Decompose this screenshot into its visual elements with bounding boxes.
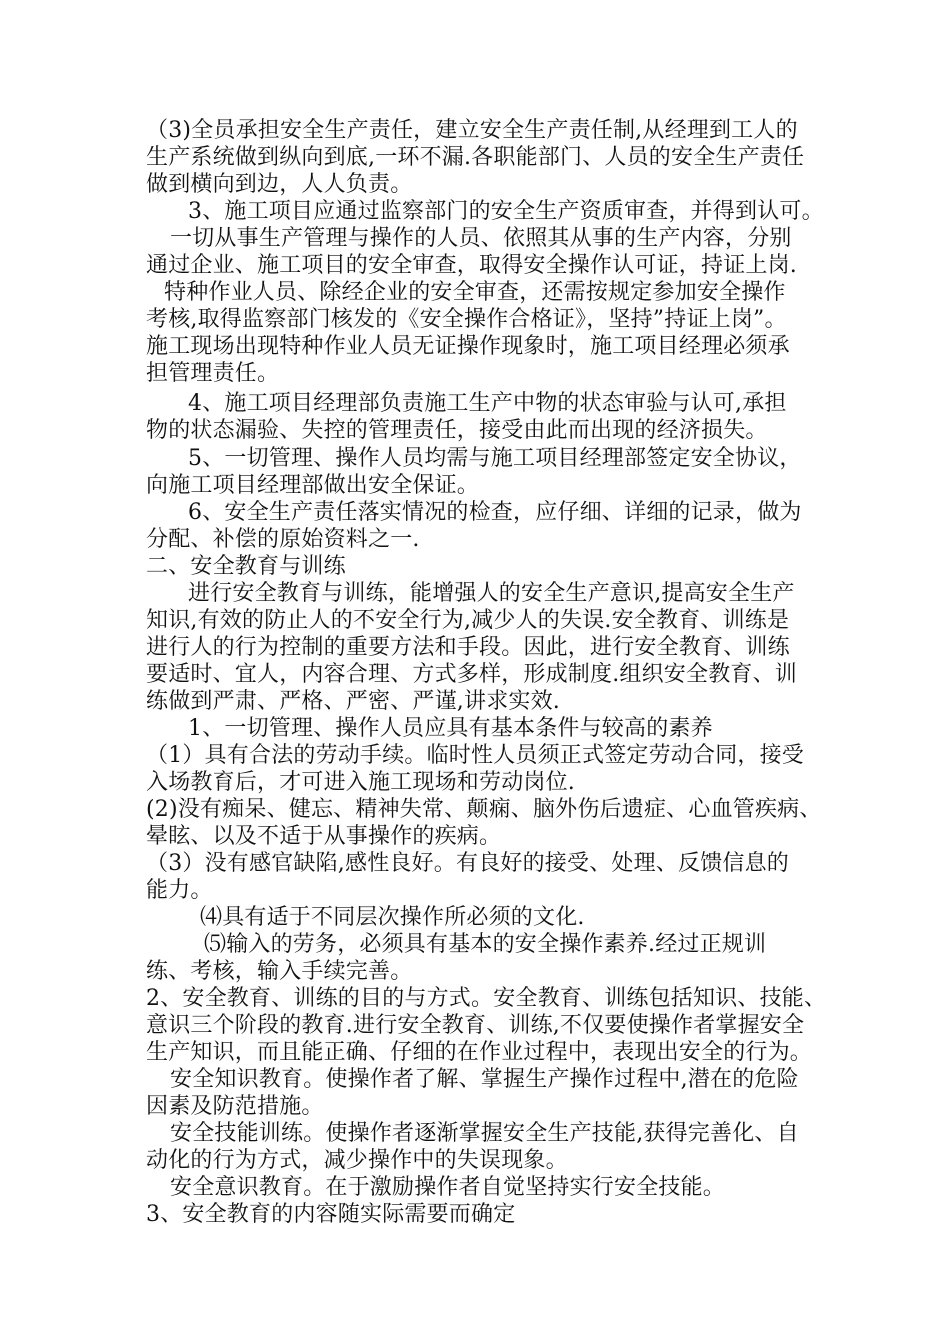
text-line: 物的状态漏验、失控的管理责任，接受由此而出现的经济损失。: [146, 418, 768, 443]
text-line: 生产知识，而且能正确、仔细的在作业过程中，表现出安全的行为。: [146, 1040, 813, 1065]
text-line: 5、一切管理、操作人员均需与施工项目经理部签定安全协议，: [188, 446, 802, 471]
text-line: 4、施工项目经理部负责施工生产中物的状态审验与认可,承担: [188, 391, 787, 416]
text-line: 能力。: [146, 878, 213, 903]
text-line: 担管理责任。: [146, 361, 280, 386]
text-line: ⑸输入的劳务，必须具有基本的安全操作素养.经过正规训: [204, 932, 767, 957]
text-line: 考核,取得监察部门核发的《安全操作合格证》，坚持”持证上岗”。: [146, 307, 787, 332]
text-line: （3）没有感官缺陷,感性良好。有良好的接受、处理、反馈信息的: [146, 851, 789, 876]
text-line: 安全意识教育。在于激励操作者自觉坚持实行安全技能。: [170, 1175, 726, 1200]
text-line: 向施工项目经理部做出安全保证。: [146, 473, 480, 498]
text-line: 练做到严肃、严格、严密、严谨,讲求实效.: [146, 689, 560, 714]
text-line: 入场教育后，才可进入施工现场和劳动岗位.: [146, 770, 575, 795]
text-line: 施工现场出现特种作业人员无证操作现象时，施工项目经理必须承: [146, 334, 790, 359]
text-line: 2、安全教育、训练的目的与方式。安全教育、训练包括知识、技能、: [146, 986, 827, 1011]
text-line: 晕眩、以及不适于从事操作的疾病。: [146, 824, 502, 849]
text-line: （3)全员承担安全生产责任，建立安全生产责任制,从经理到工人的: [146, 118, 798, 143]
text-line: 练、考核，输入手续完善。: [146, 959, 413, 984]
text-line: 意识三个阶段的教育.进行安全教育、训练,不仅要使操作者掌握安全: [146, 1013, 805, 1038]
text-line: 安全知识教育。使操作者了解、掌握生产操作过程中,潜在的危险: [170, 1067, 799, 1092]
text-line: 进行人的行为控制的重要方法和手段。因此，进行安全教育、训练: [146, 635, 790, 660]
text-line: （1）具有合法的劳动手续。临时性人员须正式签定劳动合同，接受: [146, 743, 804, 768]
text-line: 要适时、宜人，内容合理、方式多样，形成制度.组织安全教育、训: [146, 662, 797, 687]
section-heading: 二、安全教育与训练: [146, 554, 346, 579]
text-line: (2)没有痴呆、健忘、精神失常、颠痫、脑外伤后遗症、心血管疾病、: [146, 797, 822, 822]
text-line: 安全技能训练。使操作者逐渐掌握安全生产技能,获得完善化、自: [170, 1121, 799, 1146]
text-line: 通过企业、施工项目的安全审查，取得安全操作认可证，持证上岗.: [146, 253, 797, 278]
text-line: 特种作业人员、除经企业的安全审查，还需按规定参加安全操作: [164, 280, 786, 305]
text-line: 进行安全教育与训练，能增强人的安全生产意识,提高安全生产: [188, 581, 795, 606]
text-line: 生产系统做到纵向到底,一环不漏.各职能部门、人员的安全生产责任: [146, 145, 805, 170]
text-line: 6、安全生产责任落实情况的检查，应仔细、详细的记录，做为: [188, 500, 802, 525]
text-line: 动化的行为方式，减少操作中的失误现象。: [146, 1148, 568, 1173]
text-line: 因素及防范措施。: [146, 1094, 324, 1119]
text-line: 3、施工项目应通过监察部门的安全生产资质审查，并得到认可。: [188, 199, 824, 224]
text-line: 知识,有效的防止人的不安全行为,减少人的失误.安全教育、训练是: [146, 608, 790, 633]
text-line: 1、一切管理、操作人员应具有基本条件与较高的素养: [188, 716, 713, 741]
text-line: 一切从事生产管理与操作的人员、依照其从事的生产内容，分别: [170, 226, 792, 251]
text-line: ⑷具有适于不同层次操作所必须的文化.: [200, 905, 585, 930]
text-line: 做到横向到边，人人负责。: [146, 172, 413, 197]
text-line: 3、安全教育的内容随实际需要而确定: [146, 1202, 516, 1227]
text-line: 分配、补偿的原始资料之一.: [146, 527, 420, 552]
